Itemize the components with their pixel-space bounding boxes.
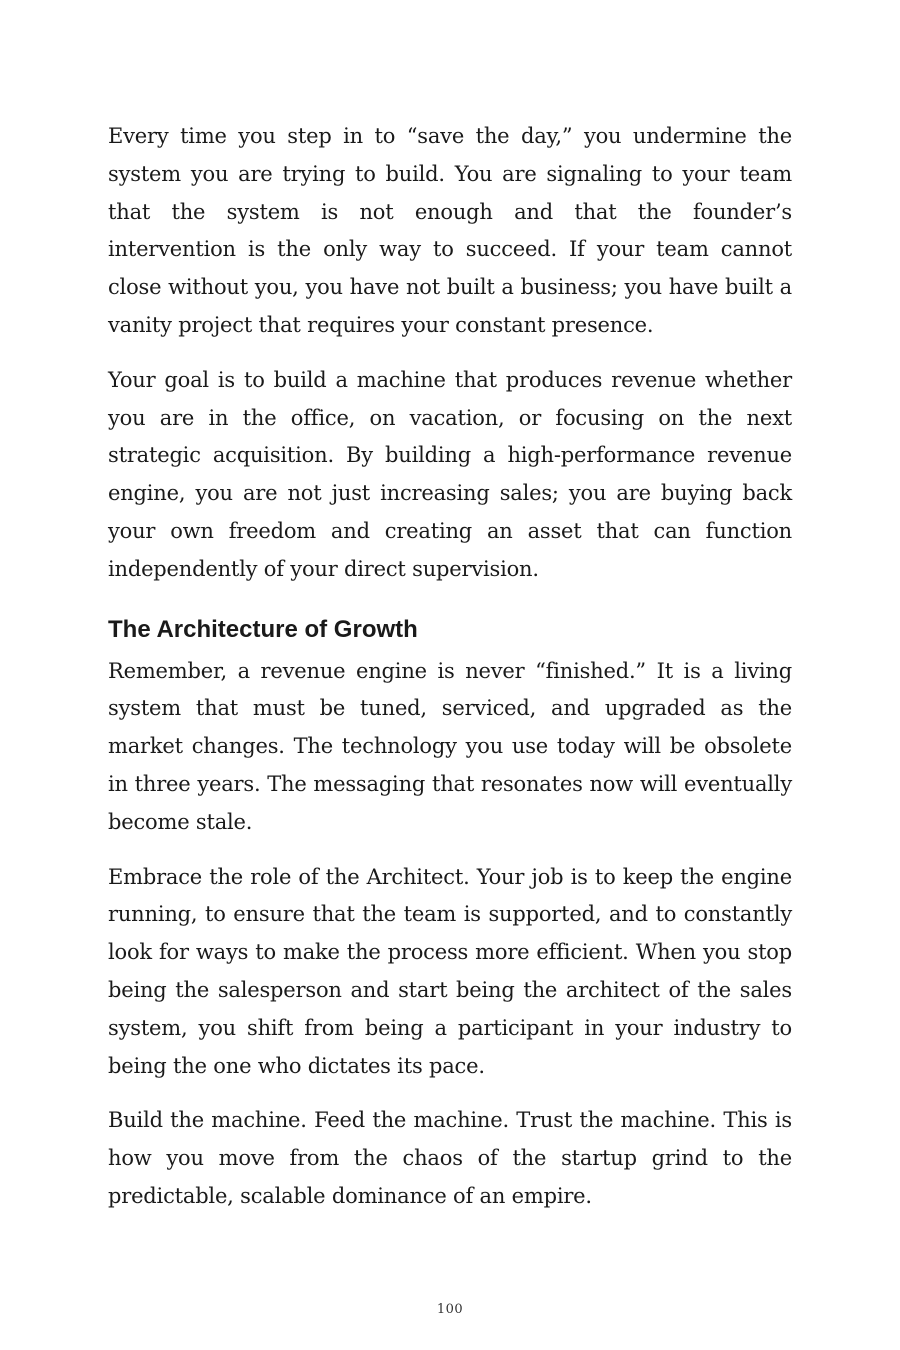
paragraph-machine-goal: Your goal is to build a machine that produces revenue whether you are in the office, on vacation, or focusing on the next strategic acquisition. By building a high-performance revenue engine, you are not just increasing sales; you are buying back your own freedom and creating an asset that can function independently of your direct supervision. bbox=[108, 367, 792, 581]
paragraph-architect-role: Embrace the role of the Architect. Your job is to keep the engine running, to ensure that the team is supported, and to constantly look for ways to make the process more efficient. When you stop being the salesperson and start being the architect of the sales system, you shift from being a participant in your industry to being the one who dictates its pace. bbox=[108, 864, 792, 1078]
paragraph-build-the-machine: Build the machine. Feed the machine. Trust the machine. This is how you move from the chaos of the startup grind to the predictable, scalable dominance of an empire. bbox=[108, 1108, 792, 1208]
section-heading: The Architecture of Growth bbox=[108, 615, 418, 643]
page-number: 100 bbox=[436, 1302, 464, 1317]
page-body bbox=[108, 118, 792, 1233]
paragraph-save-the-day: Every time you step in to “save the day,” you undermine the system you are trying to build. You are signaling to your team that the system is not enough and that the founder’s intervention is the only way to succeed. If your team cannot close without you, you have not built a business; you have built a vanity project that requires your constant presence. bbox=[108, 124, 792, 337]
paragraph-living-system: Remember, a revenue engine is never “finished.” It is a living system that must be tuned, serviced, and upgraded as the market changes. The technology you use today will be obsolete in three years. The messaging that resonates now will eventually become stale. bbox=[108, 658, 792, 834]
